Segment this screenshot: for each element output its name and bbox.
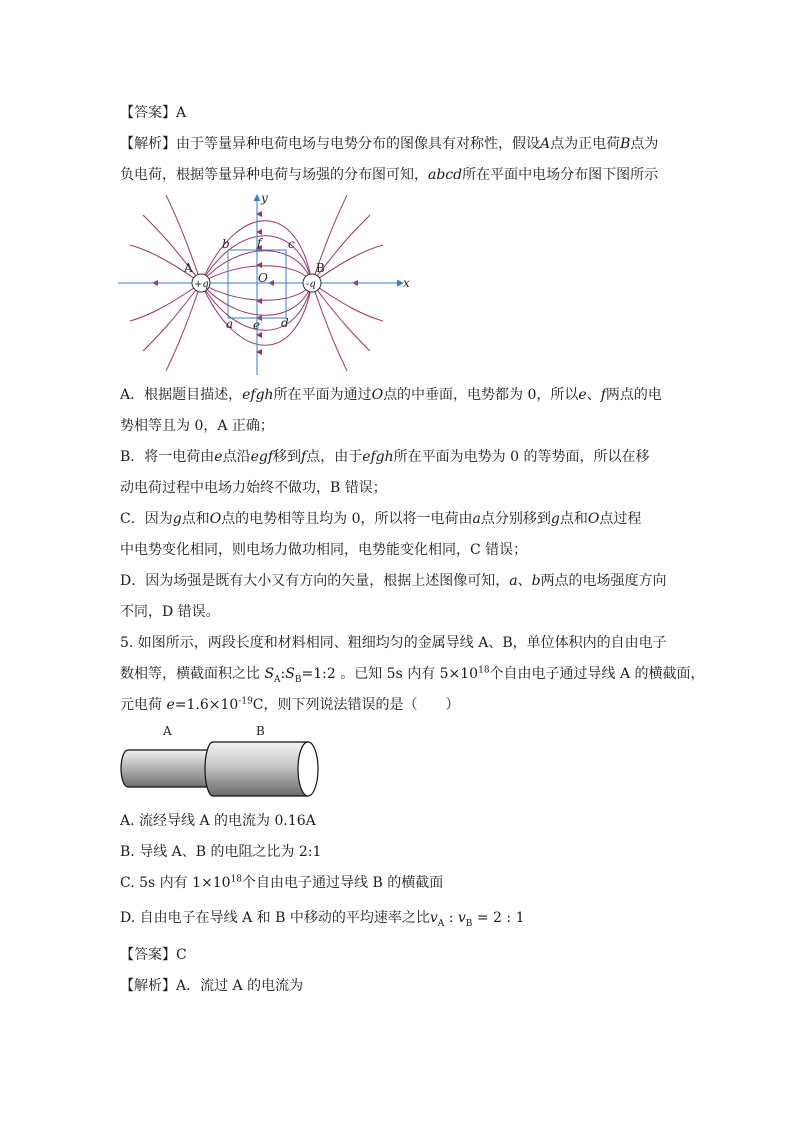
var-b: b — [531, 573, 541, 589]
analysis-text: 点为正电荷 — [550, 136, 621, 152]
text: A．根据题目描述， — [120, 387, 243, 403]
label-O: O — [258, 271, 268, 285]
var-g: g — [550, 511, 560, 527]
text: C. 5s 内有 1×10 — [120, 875, 231, 891]
charge-plus-label: +q — [194, 279, 209, 290]
var-a: a — [472, 511, 481, 527]
text: 移到 — [273, 449, 302, 465]
charge-minus-label: -q — [306, 279, 316, 290]
label-c: c — [288, 237, 295, 251]
option-d-line-2: 不同，D 错误。 — [120, 604, 220, 620]
text: 点和 — [181, 511, 210, 527]
text: 点沿 — [222, 449, 251, 465]
analysis-text: 所在平面中电场分布图下图所示 — [462, 167, 659, 183]
text: 两点的电场强度方向 — [540, 573, 667, 589]
var-abcd: abcd — [428, 167, 463, 183]
text: 所在平面为通过 — [273, 387, 372, 403]
label-d: d — [281, 316, 289, 330]
option-b-line-2: 动电荷过程中电场力始终不做功，B 错误； — [120, 480, 387, 496]
label-B: B — [316, 261, 325, 275]
text: =1.6×10 — [174, 697, 239, 713]
var-O: O — [587, 511, 600, 527]
var-efgh: efgh — [362, 449, 394, 465]
analysis-text: A．流过 A 的电流为 — [176, 978, 304, 994]
sub-B: B — [294, 674, 302, 685]
var-S: S — [285, 666, 295, 682]
text: : — [280, 666, 286, 682]
text: 点的电势相等且均为 0，所以将一电荷由 — [221, 511, 473, 527]
analysis-text: 由于等量异种电荷电场与电势分布的图像具有对称性，假设 — [176, 136, 540, 152]
analysis-line-1 — [120, 135, 658, 153]
var-S: S — [264, 666, 275, 682]
var-b: B — [620, 136, 631, 152]
label-A: A — [184, 261, 193, 275]
answer-line-1 — [120, 104, 186, 122]
option-c-line-1 — [120, 510, 641, 528]
text: D．因为场强是既有大小又有方向的矢量，根据上述图像可知， — [120, 573, 510, 589]
text: 元电荷 — [120, 697, 167, 713]
var-e: e — [214, 449, 223, 465]
label-y: y — [261, 191, 268, 205]
exponent: 18 — [230, 874, 243, 885]
answer-value: C — [176, 947, 187, 963]
text: 、 — [517, 573, 532, 589]
answer-value: A — [176, 105, 187, 121]
label-A: A — [163, 724, 172, 738]
text: 、 — [586, 387, 601, 403]
text: D. 自由电子在导线 A 和 B 中移动的平均速率之比 — [120, 910, 430, 926]
text: 个自由电子通过导线 B 的横截面 — [242, 875, 444, 891]
text: 个自由电子通过导线 A 的横截面， — [489, 666, 705, 682]
exponent: 18 — [478, 665, 490, 676]
field-line-diagram — [118, 190, 418, 375]
var-f: f — [600, 387, 606, 403]
text: 两点的电 — [605, 387, 662, 403]
var-O: O — [209, 511, 222, 527]
var-g: g — [172, 511, 182, 527]
label-x: x — [403, 276, 410, 290]
analysis-line-3 — [120, 977, 303, 995]
exponent: -19 — [238, 696, 253, 707]
text: =1:2 。已知 5s 内有 5×10 — [301, 666, 479, 682]
label-a: a — [226, 317, 234, 331]
option-c-line-2: 中电势变化相同，则电场力做功相同，电势能变化相同，C 错误； — [120, 542, 528, 558]
text: 点过程 — [599, 511, 642, 527]
var-f: f — [301, 449, 307, 465]
label-B: B — [256, 724, 265, 738]
label-b: b — [222, 237, 230, 251]
analysis-label: 【解析】 — [120, 978, 176, 994]
text: 点的中垂面，电势都为 0，所以 — [383, 387, 579, 403]
analysis-line-2 — [120, 166, 658, 184]
option-a-line-1 — [120, 386, 662, 404]
question-5-line-2 — [120, 665, 705, 683]
question-5-line-1: 5. 如图所示，两段长度和材料相同、粗细均匀的金属导线 A、B，单位体积内的自由电子 — [120, 635, 667, 651]
text: 点，由于 — [306, 449, 363, 465]
text: 数相等，横截面积之比 — [120, 666, 265, 682]
label-e: e — [253, 318, 261, 332]
var-e: e — [166, 697, 175, 713]
text: C．因为 — [120, 511, 173, 527]
question-5-line-3 — [120, 696, 460, 714]
label-f: f — [257, 236, 262, 250]
option-b-line-1 — [120, 448, 649, 466]
analysis-label: 【解析】 — [120, 136, 176, 152]
option-a-line-2: 势相等且为 0，A 正确； — [120, 418, 274, 434]
conductor-b-end — [298, 742, 318, 796]
answer-line-2 — [120, 946, 187, 964]
var-a: a — [509, 573, 518, 589]
text: = 2 : 1 — [472, 910, 525, 926]
choice-d — [120, 909, 524, 927]
text: C，则下列说法错误的是（ ） — [252, 697, 460, 713]
choice-a: A. 流经导线 A 的电流为 0.16A — [120, 813, 316, 829]
text: 所在平面为电势为 0 的等势面，所以在移 — [393, 449, 650, 465]
var-path: egf — [250, 449, 274, 465]
var-e: e — [578, 387, 587, 403]
answer-label: 【答案】 — [120, 947, 176, 963]
sub-A: A — [274, 674, 281, 685]
var-v: v — [429, 910, 438, 926]
sub-B: B — [465, 918, 473, 929]
answer-label: 【答案】 — [120, 105, 176, 121]
var-O: O — [371, 387, 384, 403]
conductor-b — [205, 742, 308, 796]
var-v: v — [457, 910, 466, 926]
text: 点分别移到 — [480, 511, 551, 527]
analysis-text: 负电荷，根据等量异种电荷与场强的分布图可知， — [120, 167, 428, 183]
var-a: A — [540, 136, 551, 152]
text: B．将一电荷由 — [120, 449, 215, 465]
sub-A: A — [437, 918, 445, 929]
conductor-diagram — [118, 720, 328, 802]
analysis-text: 点为 — [630, 136, 659, 152]
text: : — [444, 910, 458, 926]
option-d-line-1 — [120, 572, 667, 590]
choice-b: B. 导线 A、B 的电阻之比为 2:1 — [120, 844, 322, 860]
choice-c — [120, 874, 443, 892]
conductor-a — [121, 750, 213, 787]
text: 点和 — [559, 511, 588, 527]
var-efgh: efgh — [242, 387, 274, 403]
